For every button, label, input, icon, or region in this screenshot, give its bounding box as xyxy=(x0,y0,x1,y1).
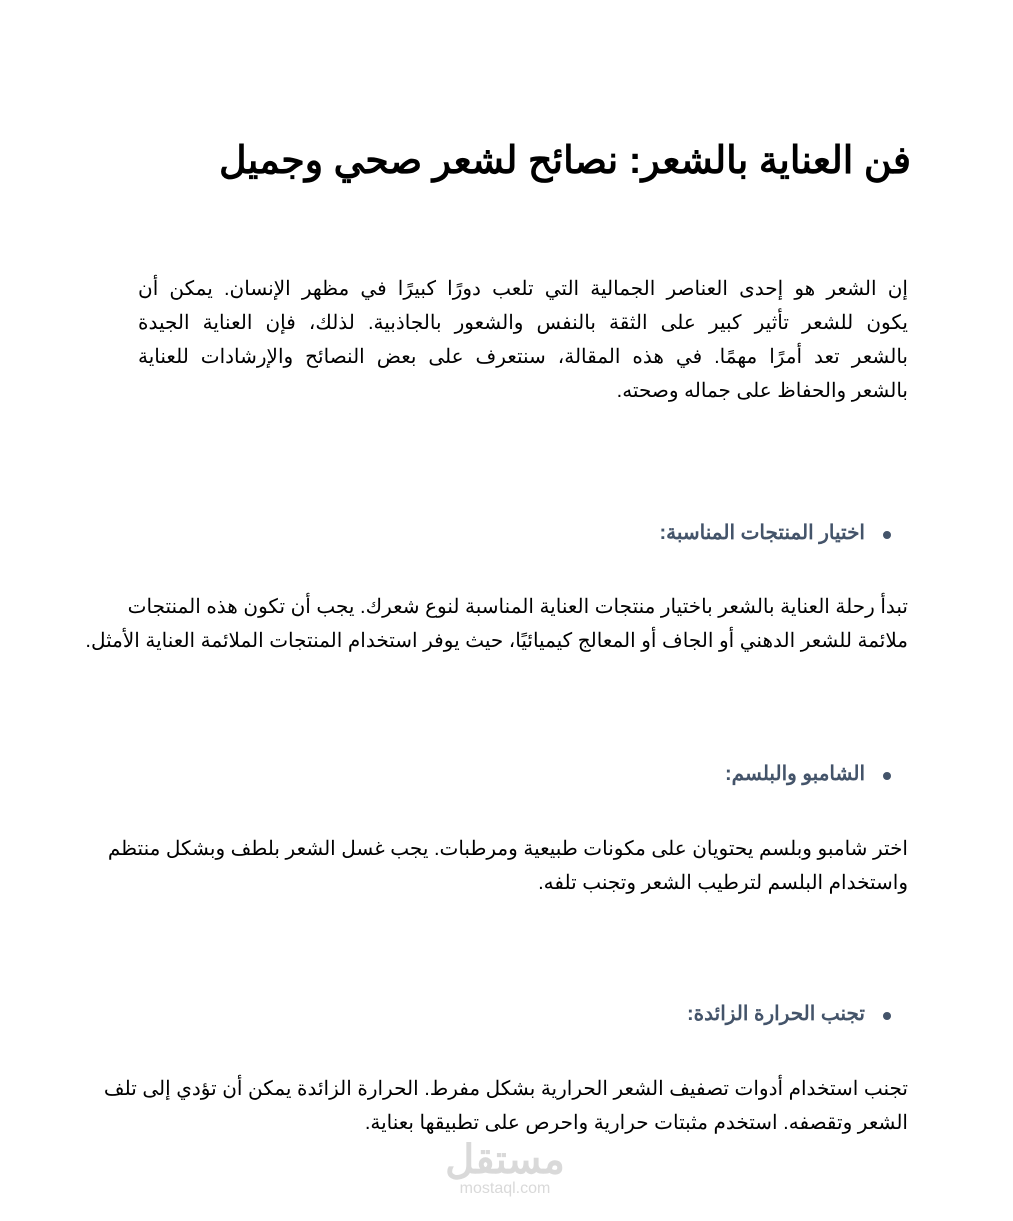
intro-paragraph xyxy=(138,272,908,408)
section-paragraph-heat xyxy=(103,1072,908,1140)
bullet-icon xyxy=(883,1012,891,1020)
intro-line: بالشعر والحفاظ على جماله وصحته. xyxy=(616,380,908,402)
article-title: فن العناية بالشعر: نصائح لشعر صحي وجميل xyxy=(219,140,911,182)
watermark-latin: mostaql.com xyxy=(459,1180,551,1197)
section-heading-products xyxy=(660,520,866,545)
intro-line: بالشعر تعد أمرًا مهمًا. في هذه المقالة، سنتعرف على بعض النصائح والإرشادات للعناية xyxy=(138,346,908,368)
bullet-icon xyxy=(883,772,891,780)
paragraph-line: تجنب استخدام أدوات تصفيف الشعر الحرارية بشكل مفرط. الحرارة الزائدة يمكن أن تؤدي إلى تلف xyxy=(103,1078,908,1100)
paragraph-line: الشعر وتقصفه. استخدم مثبتات حرارية واحرص على تطبيقها بعناية. xyxy=(364,1112,908,1134)
section-paragraph-shampoo xyxy=(107,832,908,900)
bullet-icon xyxy=(883,531,891,539)
section-heading-heat xyxy=(687,1001,865,1026)
watermark-logo xyxy=(440,1140,570,1198)
heading-text: اختيار المنتجات المناسبة: xyxy=(659,522,865,544)
paragraph-line: اختر شامبو وبلسم يحتويان على مكونات طبيعية ومرطبات. يجب غسل الشعر بلطف وبشكل منتظم xyxy=(107,838,908,860)
section-heading-shampoo xyxy=(725,761,865,786)
paragraph-line: ملائمة للشعر الدهني أو الجاف أو المعالج كيميائيًا، حيث يوفر استخدام المنتجات الملائمة العناية الأمثل. xyxy=(85,630,908,652)
heading-text: تجنب الحرارة الزائدة: xyxy=(687,1003,865,1025)
paragraph-line: واستخدام البلسم لترطيب الشعر وتجنب تلفه. xyxy=(538,872,908,894)
heading-text: الشامبو والبلسم: xyxy=(725,763,865,785)
section-paragraph-products xyxy=(85,590,908,658)
intro-line: يكون للشعر تأثير كبير على الثقة بالنفس والشعور بالجاذبية. لذلك، فإن العناية الجيدة xyxy=(138,312,908,334)
watermark-arabic: مستقل xyxy=(445,1138,565,1182)
intro-line: إن الشعر هو إحدى العناصر الجمالية التي تلعب دورًا كبيرًا في مظهر الإنسان. يمكن أن xyxy=(138,278,908,300)
paragraph-line: تبدأ رحلة العناية بالشعر باختيار منتجات العناية المناسبة لنوع شعرك. يجب أن تكون هذه المنتجات xyxy=(127,596,908,618)
